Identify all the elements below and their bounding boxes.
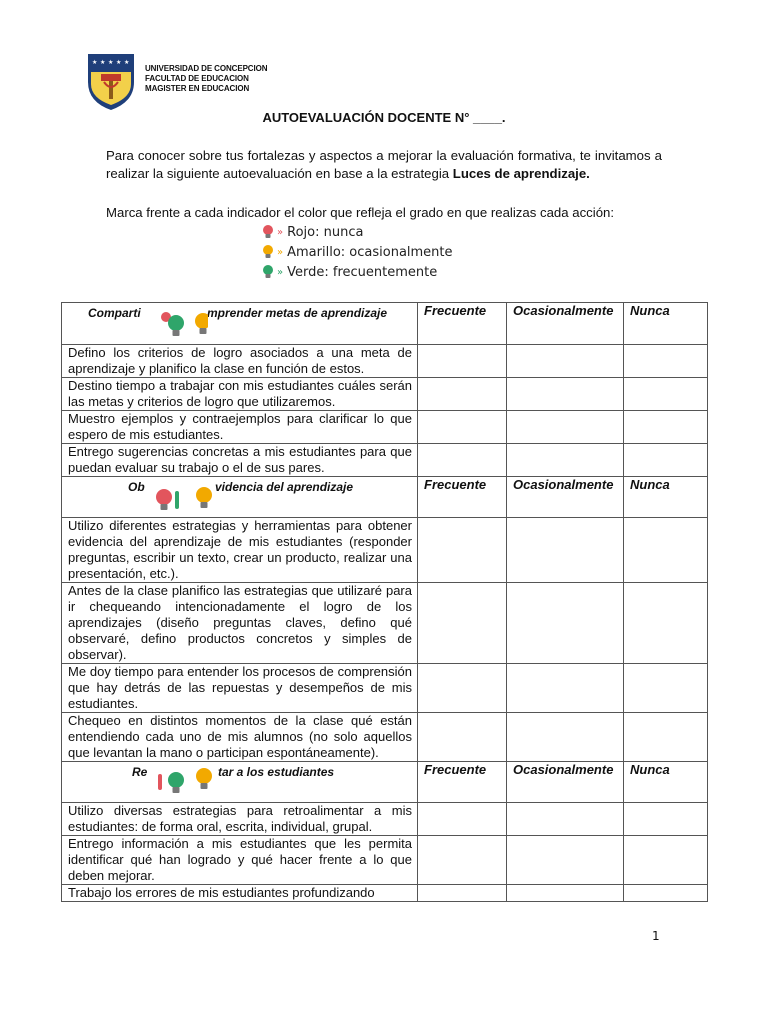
- column-header-frecuente: Frecuente: [418, 477, 507, 518]
- section-header: [62, 303, 708, 345]
- legend-label: Amarillo: ocasionalmente: [287, 244, 453, 260]
- svg-text:★: ★: [108, 59, 114, 66]
- yellow-bulb-icon: [262, 244, 274, 260]
- table-row: [62, 664, 708, 713]
- indicator-text: Antes de la clase planifico las estrategias que utilizaré para ir chequeando intencionadamente el logro de los aprendizajes (diseño preguntas claves, defino qué observaré, defino productos concretos y simples de observar).: [62, 583, 418, 664]
- mark-cell-ocasionalmente[interactable]: [507, 583, 624, 664]
- mark-cell-nunca[interactable]: [624, 713, 708, 762]
- institution-line: FACULTAD DE EDUCACION: [145, 74, 249, 83]
- mark-cell-frecuente[interactable]: [418, 713, 507, 762]
- legend-label: Verde: frecuentemente: [287, 264, 438, 280]
- table-row: [62, 713, 708, 762]
- mark-cell-frecuente[interactable]: [418, 444, 507, 477]
- section-title-left: Comparti: [88, 306, 141, 320]
- document-title: AUTOEVALUACIÓN DOCENTE N° ____.: [262, 110, 506, 125]
- section-title-right: tar a los estudiantes: [218, 765, 335, 779]
- mark-cell-ocasionalmente[interactable]: [507, 803, 624, 836]
- indicator-text: Me doy tiempo para entender los procesos de comprensión que hay detrás de las repuestas y desempeños de mis estudiantes.: [62, 664, 418, 713]
- mark-cell-nunca[interactable]: [624, 803, 708, 836]
- legend-item-red: [262, 224, 363, 240]
- institution-line: MAGISTER EN EDUCACION: [145, 84, 250, 93]
- mark-cell-nunca[interactable]: [624, 378, 708, 411]
- mark-cell-ocasionalmente[interactable]: [507, 411, 624, 444]
- table-row: [62, 803, 708, 836]
- traffic-bulbs-icon: [160, 309, 208, 339]
- table-row: [62, 836, 708, 885]
- svg-text:★: ★: [124, 59, 130, 66]
- mark-cell-frecuente[interactable]: [418, 345, 507, 378]
- indicator-text: Utilizo diversas estrategias para retroalimentar a mis estudiantes: de forma oral, escrita, individual, grupal.: [62, 803, 418, 836]
- indicator-text: Utilizo diferentes estrategias y herramientas para obtener evidencia del aprendizaje de mis estudiantes (responder preguntas, escribir un texto, crear un producto, realizar una presentación, etc.).: [62, 518, 418, 583]
- indicator-text: Entrego sugerencias concretas a mis estudiantes para que puedan evaluar su trabajo o el de sus pares.: [62, 444, 418, 477]
- section-title-cell: [62, 303, 418, 345]
- legend-label: Rojo: nunca: [287, 224, 364, 240]
- mark-cell-nunca[interactable]: [624, 518, 708, 583]
- table-row: [62, 411, 708, 444]
- indicator-text: Destino tiempo a trabajar con mis estudiantes cuáles serán las metas y criterios de logro que utilizaremos.: [62, 378, 418, 411]
- section-title-left: Re: [132, 765, 148, 779]
- column-header-nunca: Nunca: [624, 477, 708, 518]
- mark-cell-ocasionalmente[interactable]: [507, 713, 624, 762]
- indicator-text: Defino los criterios de logro asociados a una meta de aprendizaje y planifico la clase en función de estos.: [62, 345, 418, 378]
- intro-strategy: Luces de aprendizaje.: [452, 166, 590, 181]
- indicator-text: Trabajo los errores de mis estudiantes profundizando: [62, 885, 418, 902]
- legend-arrow: »: [277, 226, 284, 238]
- section-title-right: videncia del aprendizaje: [215, 480, 354, 494]
- svg-text:★: ★: [92, 59, 98, 66]
- mark-cell-frecuente[interactable]: [418, 885, 507, 902]
- mark-cell-ocasionalmente[interactable]: [507, 345, 624, 378]
- column-header-nunca: Nunca: [624, 762, 708, 803]
- intro-paragraph: [106, 147, 662, 183]
- mark-cell-frecuente[interactable]: [418, 518, 507, 583]
- column-header-frecuente: Frecuente: [418, 762, 507, 803]
- red-bulb-icon: [262, 224, 274, 240]
- page-number: 1: [652, 929, 660, 943]
- traffic-bulbs-icon: [156, 766, 216, 796]
- mark-cell-ocasionalmente[interactable]: [507, 836, 624, 885]
- section-header: [62, 477, 708, 518]
- instruction-text: Marca frente a cada indicador el color que refleja el grado en que realizas cada acción:: [106, 205, 615, 220]
- intro-text: Para conocer sobre tus fortalezas y aspectos a mejorar la evaluación formativa, te invitamos a realizar la siguiente autoevaluación en base a la estrategia: [106, 148, 662, 181]
- svg-text:★: ★: [116, 59, 122, 66]
- mark-cell-frecuente[interactable]: [418, 583, 507, 664]
- evaluation-table: [61, 302, 708, 902]
- svg-text:★: ★: [100, 59, 106, 66]
- mark-cell-frecuente[interactable]: [418, 411, 507, 444]
- mark-cell-frecuente[interactable]: [418, 803, 507, 836]
- mark-cell-ocasionalmente[interactable]: [507, 378, 624, 411]
- indicator-text: Chequeo en distintos momentos de la clase qué están entendiendo cada uno de mis alumnos (no solo aquellos que levantan la mano o participan espontáneamente).: [62, 713, 418, 762]
- legend-item-green: [262, 264, 437, 280]
- mark-cell-nunca[interactable]: [624, 411, 708, 444]
- table-row: [62, 885, 708, 902]
- table-row: [62, 378, 708, 411]
- section-title-left: Ob: [128, 480, 145, 494]
- mark-cell-nunca[interactable]: [624, 885, 708, 902]
- traffic-bulbs-icon: [156, 483, 212, 513]
- table-row: [62, 444, 708, 477]
- institution-block: [145, 64, 267, 94]
- table-row: [62, 345, 708, 378]
- university-logo: [86, 52, 136, 112]
- mark-cell-nunca[interactable]: [624, 583, 708, 664]
- indicator-text: Muestro ejemplos y contraejemplos para clarificar lo que espero de mis estudiantes.: [62, 411, 418, 444]
- column-header-ocasionalmente: Ocasionalmente: [507, 303, 624, 345]
- column-header-ocasionalmente: Ocasionalmente: [507, 477, 624, 518]
- table-row: [62, 518, 708, 583]
- legend-item-yellow: [262, 244, 453, 260]
- legend-arrow: »: [277, 266, 284, 278]
- mark-cell-nunca[interactable]: [624, 444, 708, 477]
- section-title-cell: [62, 477, 418, 518]
- mark-cell-ocasionalmente[interactable]: [507, 518, 624, 583]
- column-header-ocasionalmente: Ocasionalmente: [507, 762, 624, 803]
- table-row: [62, 583, 708, 664]
- mark-cell-nunca[interactable]: [624, 836, 708, 885]
- mark-cell-nunca[interactable]: [624, 664, 708, 713]
- column-header-frecuente: Frecuente: [418, 303, 507, 345]
- legend-arrow: »: [277, 246, 284, 258]
- green-bulb-icon: [262, 264, 274, 280]
- indicator-text: Entrego información a mis estudiantes que les permita identificar qué han logrado y qué hacer frente a lo que deben mejorar.: [62, 836, 418, 885]
- mark-cell-frecuente[interactable]: [418, 378, 507, 411]
- column-header-nunca: Nunca: [624, 303, 708, 345]
- institution-line: UNIVERSIDAD DE CONCEPCION: [145, 64, 268, 73]
- mark-cell-frecuente[interactable]: [418, 836, 507, 885]
- mark-cell-ocasionalmente[interactable]: [507, 664, 624, 713]
- mark-cell-nunca[interactable]: [624, 345, 708, 378]
- section-title-cell: [62, 762, 418, 803]
- section-header: [62, 762, 708, 803]
- mark-cell-ocasionalmente[interactable]: [507, 444, 624, 477]
- mark-cell-frecuente[interactable]: [418, 664, 507, 713]
- section-title-right: mprender metas de aprendizaje: [207, 306, 388, 320]
- mark-cell-ocasionalmente[interactable]: [507, 885, 624, 902]
